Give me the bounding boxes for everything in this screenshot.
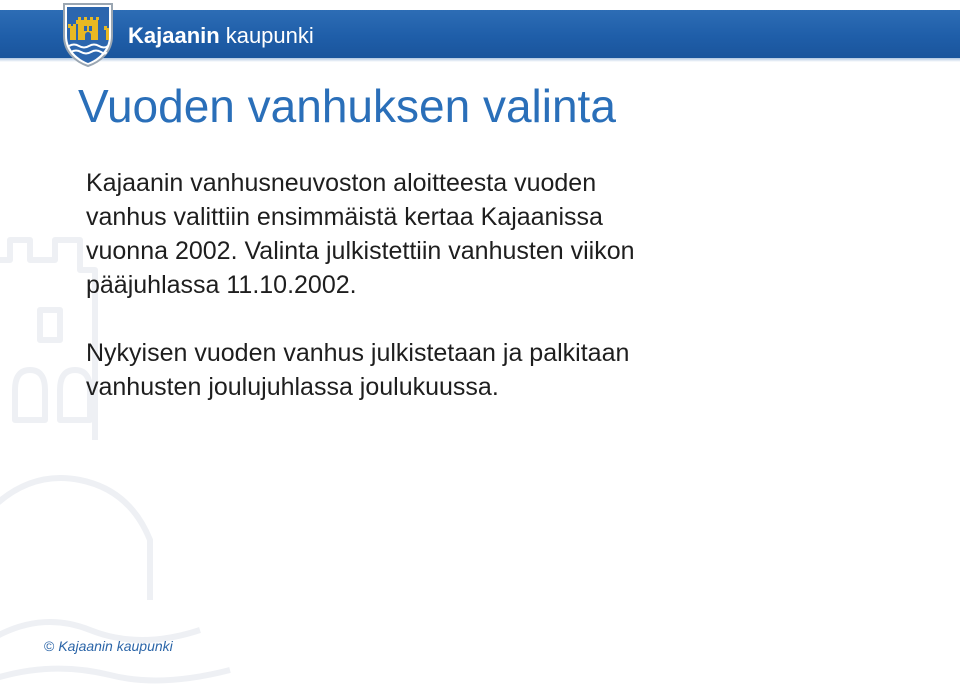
copyright-symbol: ©: [44, 638, 55, 654]
brand-name-regular: kaupunki: [225, 23, 314, 48]
castle-shield-icon[interactable]: [60, 2, 116, 68]
paragraph-current: Nykyisen vuoden vanhus julkistetaan ja palkitaan vanhusten joulujuhlassa joulukuussa.: [86, 339, 630, 401]
footer-copyright: [44, 638, 173, 654]
brand-name: [128, 23, 314, 49]
slide-body: [86, 166, 806, 404]
paragraph-history: Kajaanin vanhusneuvoston aloitteesta vuoden vanhus valittiin ensimmäistä kertaa Kajaanissa vuonna 2002. Valinta julkistettiin vanhusten viikon pääjuhlassa 11.10.2002.: [86, 169, 635, 299]
brand-name-bold: Kajaanin: [128, 23, 220, 48]
copyright-text: Kajaanin kaupunki: [58, 638, 173, 654]
slide-title: Vuoden vanhuksen valinta: [78, 80, 616, 132]
